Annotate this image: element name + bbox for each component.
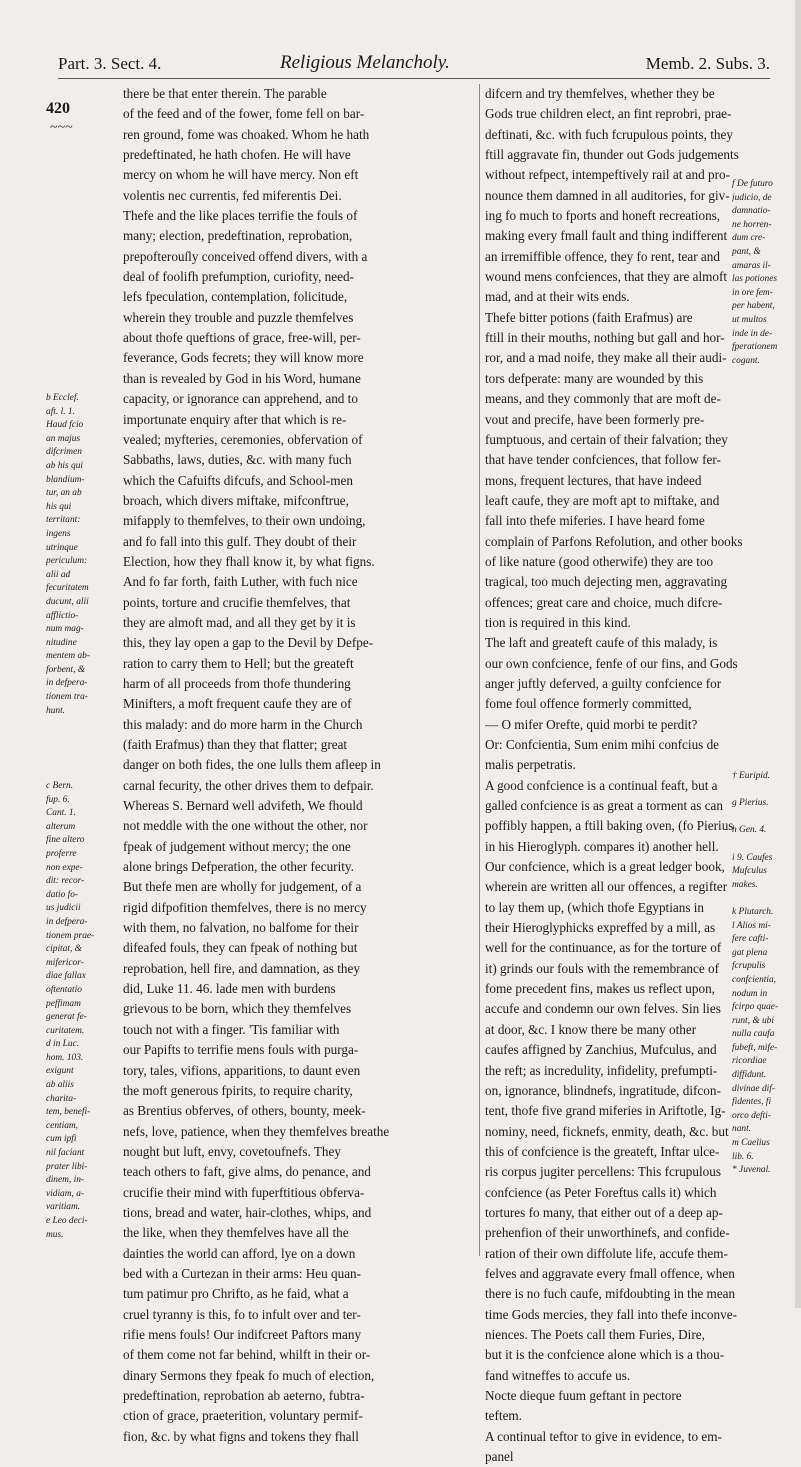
text-line: amaras il- — [732, 260, 771, 271]
text-line: exigunt — [46, 1066, 74, 1077]
text-line: dinary Sermons they fpeak fo much of election, — [123, 1367, 375, 1383]
text-line: mentem ab- — [46, 651, 90, 662]
text-line: nant. — [732, 1124, 752, 1135]
text-line: capacity, or ignorance can apprehend, and to — [123, 391, 358, 407]
text-line: difeafed fouls, they can fpeak of nothing but — [123, 940, 358, 956]
header-part-section: Part. 3. Sect. 4. — [58, 54, 162, 73]
text-line: did, Luke 11. 46. lade men with burdens — [123, 981, 336, 997]
text-line: cruel tyranny is this, fo to infult over and ter- — [123, 1306, 361, 1322]
text-line: with them, no falvation, no balfome for their — [123, 920, 359, 936]
text-line: e Leo deci- — [46, 1216, 88, 1226]
text-line — [732, 811, 778, 825]
left-margin-notes-1 — [46, 392, 90, 718]
ornament: ~~~ — [50, 120, 73, 135]
text-line: rigid difpofition themfelves, there is no mercy — [123, 899, 367, 915]
text-line: difcrimen — [46, 447, 82, 458]
text-line: poffibly happen, a ftill baking oven, (fo Pierius — [485, 818, 734, 834]
text-line: fine altero — [46, 835, 85, 846]
text-line: but it is the confcience alone which is a thou- — [485, 1347, 725, 1363]
text-line: grievous to be born, which they themfelves — [123, 1001, 352, 1017]
text-line: difcern and try themfelves, whether they be — [485, 86, 715, 101]
text-line: volentis nec currentis, fed miferentis Dei. — [123, 187, 342, 203]
text-line: proferre — [46, 848, 77, 859]
text-line: hom. 103. — [46, 1052, 84, 1063]
text-line: leaft caufe, they are moft apt to miftake, and — [485, 492, 720, 508]
text-line: lib. 6. — [732, 1151, 754, 1162]
text-line: reprobation, hell fire, and damnation, as they — [123, 960, 360, 976]
text-line: inde in de- — [732, 328, 773, 339]
text-line: at door, &c. I know there be many other — [485, 1021, 697, 1037]
text-line: touch not with a finger. 'Tis familiar with — [123, 1021, 340, 1037]
text-line: l Alios mi- — [732, 920, 771, 931]
text-line: anger juftly deferved, a guilty confcience for — [485, 675, 722, 691]
text-line: Thefe and the like places terrifie the fouls of — [123, 208, 358, 224]
right-margin-notes-2 — [732, 770, 778, 1178]
text-line: our Papifts to terrifie mens fouls with purga- — [123, 1042, 359, 1058]
text-line: predeftination, reprobation ab aeterno, fubtra- — [123, 1388, 365, 1403]
text-line: well for the continuance, as for the torture of — [485, 940, 722, 956]
text-line: dum cre- — [732, 233, 766, 244]
text-line: nefs, love, patience, when they themfelves breathe — [123, 1123, 390, 1139]
text-line: gat plena — [732, 947, 768, 958]
text-line: cipitat, & — [46, 944, 82, 955]
text-line: Or: Confcientia, Sum enim mihi confcius de — [485, 737, 720, 752]
text-line: fperationem — [732, 342, 778, 353]
text-line: ducunt, alii — [46, 596, 89, 607]
text-line: this of confcience is the greateft, Inftar ulce- — [485, 1143, 720, 1159]
text-line: felves and aggravate every fmall offence, when — [485, 1265, 735, 1281]
text-line: ren ground, fome was choaked. Whom he hath — [123, 126, 370, 142]
text-line: vout and precife, have been formerly pre- — [485, 411, 705, 427]
text-line: of like nature (good otherwife) they are too — [485, 553, 714, 569]
text-line: k Plutarch. — [732, 906, 774, 917]
page-number: 420 — [46, 100, 70, 117]
text-line: ror, and a mad noife, they make all their audi- — [485, 350, 727, 366]
text-line: A continual teftor to give in evidence, to em- — [485, 1428, 722, 1444]
text-line: f De futuro — [732, 179, 773, 189]
text-line: afflictio- — [46, 610, 79, 621]
text-line: num mag- — [46, 624, 84, 635]
text-line: tragical, too much dejecting men, aggravating — [485, 574, 728, 590]
text-line: teach others to faft, give alms, do penance, and — [123, 1164, 371, 1180]
text-line: mifapply to themfelves, to their own undoing, — [123, 513, 366, 529]
text-line: mercy on whom he will have mercy. Non eft — [123, 167, 359, 183]
text-line: nominy, need, ficknefs, enmity, death, &c. but — [485, 1123, 729, 1139]
text-line: vealed; myfteries, ceremonies, obfervation of — [123, 431, 363, 447]
text-line: which the Cafuifts difcufs, and School-men — [123, 472, 353, 488]
text-line: us judicii — [46, 903, 81, 914]
text-line: A good confcience is a continual feaft, but a — [485, 777, 718, 793]
text-line: hunt. — [46, 705, 66, 716]
text-line: the moft generous fpirits, to require charity, — [123, 1082, 353, 1098]
text-line: i 9. Caufes — [732, 852, 773, 863]
text-line: niences. The Poets call them Furies, Dire, — [485, 1326, 705, 1342]
text-line: his qui — [46, 501, 72, 512]
text-line: feverance, Gods fecrets; they will know more — [123, 350, 364, 366]
text-line: fup. 6. — [46, 794, 70, 805]
text-line: in his Hieroglyph. compares it) another hell. — [485, 838, 719, 854]
text-line: centiam, — [46, 1120, 79, 1131]
text-line: tum patimur pro Chrifto, as he faid, what a — [123, 1286, 349, 1302]
right-text-column — [485, 84, 747, 1467]
text-line: of the feed and of the fower, fome fell on bar- — [123, 106, 365, 122]
text-line: fcrupulis — [732, 961, 766, 972]
text-line: (faith Erafmus) than they that flatter; great — [123, 737, 348, 752]
text-line: there be that enter therein. The parable — [123, 86, 327, 101]
text-line: the reft; as incredulity, infidelity, prefumpti- — [485, 1062, 718, 1078]
text-line: ing fo much to fports and honeft recreations, — [485, 208, 721, 224]
text-line: teftem. — [485, 1408, 522, 1424]
text-line: ftill aggravate fin, thunder out Gods judgements — [485, 147, 739, 163]
text-line: harm of all proceeds from thofe thundering — [123, 675, 351, 691]
text-line: dit: recor- — [46, 876, 85, 887]
text-line: an irremiffible offence, they fo rent, tear and — [485, 248, 720, 264]
text-line — [732, 838, 778, 852]
running-header — [58, 46, 770, 76]
text-line: fand witneffes to accufe us. — [485, 1367, 631, 1383]
text-line: g Pierius. — [732, 798, 769, 809]
text-line: as Brentius obferves, of others, bounty, meek- — [123, 1103, 366, 1119]
text-line: offences; great care and choice, much difcre- — [485, 594, 723, 610]
text-line: fpeak of judgement without mercy; the one — [123, 838, 351, 854]
text-line: alii ad — [46, 569, 71, 580]
text-line: ration of their own diffolute life, accufe them- — [485, 1245, 728, 1261]
text-line: dainties the world can afford, lye on a down — [123, 1245, 356, 1261]
text-line: fion, &c. by what figns and tokens they fhall — [123, 1428, 359, 1444]
text-line: generat fe- — [46, 1012, 87, 1023]
text-line: points, torture and crucifie themfelves, that — [123, 594, 351, 610]
text-line: this, they lay open a gap to the Devil by Defpe- — [123, 635, 374, 651]
text-line: ab aliis — [46, 1080, 74, 1091]
text-line: wherein are written all our offences, a regifter — [485, 879, 728, 895]
text-line: means, and they commonly that are moft de- — [485, 391, 721, 407]
text-line: time Gods mercies, they fall into thefe inconve- — [485, 1306, 737, 1322]
text-line: they are almoft mad, and all they get by it is — [123, 614, 356, 630]
text-line: datio fo- — [46, 889, 79, 900]
text-line: diae fallax — [46, 971, 86, 982]
text-line: utrinque — [46, 542, 78, 553]
text-line: Mufculus — [732, 866, 767, 877]
text-line: non expe- — [46, 862, 83, 873]
text-line: Our confcience, which is a great ledger book, — [485, 859, 725, 875]
text-line: predeftinated, he hath chofen. He will have — [123, 147, 351, 163]
text-line: panel — [485, 1449, 514, 1465]
text-line: makes. — [732, 879, 758, 890]
text-line: d in Luc. — [46, 1039, 80, 1050]
text-line: ab his qui — [46, 460, 83, 471]
text-line: * Juvenal. — [732, 1165, 771, 1176]
text-line: orco defti- — [732, 1110, 771, 1121]
text-line: accufe and condemn our own felves. Sin lies — [485, 1001, 721, 1017]
text-line: fere cafti- — [732, 934, 769, 945]
text-line: an majus — [46, 433, 81, 444]
text-line: Whereas S. Bernard well advifeth, We fhould — [123, 798, 363, 814]
text-line: importunate enquiry after that which is re- — [123, 411, 347, 427]
text-line: Sabbaths, laws, duties, &c. with many fuch — [123, 452, 352, 468]
text-line: the like, when they themfelves have all the — [123, 1225, 349, 1241]
text-line: Cant. 1. — [46, 808, 76, 819]
text-line: their Hieroglyphicks expreffed by a mill, as — [485, 920, 716, 936]
text-line: tory, tales, vifions, apparitions, to daunt even — [123, 1062, 361, 1078]
text-line: fubeft, mife- — [732, 1042, 778, 1053]
text-line: ricordiae — [732, 1056, 767, 1067]
right-margin-notes-1 — [732, 178, 777, 368]
text-line: charita- — [46, 1093, 77, 1104]
text-line: vidiam, a- — [46, 1188, 85, 1199]
text-line: peffimam — [46, 998, 81, 1009]
text-line: lefs fpeculation, contemplation, folicitude, — [123, 289, 348, 305]
text-line: damnatio- — [732, 206, 771, 217]
text-line: — O mifer Orefte, quid morbi te perdit? — [485, 716, 698, 732]
text-line: in defpera- — [46, 916, 88, 927]
text-line: ingens — [46, 528, 71, 539]
text-line — [732, 892, 778, 906]
text-line: fall into thefe miferies. I have heard fome — [485, 513, 705, 529]
text-line: cum ipfi — [46, 1134, 77, 1145]
header-rule — [58, 78, 770, 79]
text-line: Haud fcio — [46, 420, 84, 431]
left-margin-notes-2 — [46, 780, 94, 1242]
text-line: mad, and at their wits ends. — [485, 289, 630, 305]
text-line: tent, thofe five grand miferies in Ariftotle, Ig- — [485, 1103, 726, 1119]
text-line: tion is required in this kind. — [485, 614, 631, 630]
text-line: rifie mens fouls! Our indifcreet Paftors many — [123, 1326, 362, 1342]
text-line: oftentatio — [46, 984, 82, 995]
text-line: deftinati, &c. with fuch fcrupulous points, they — [485, 126, 733, 142]
text-line: and fo fall into this gulf. They doubt of their — [123, 533, 357, 549]
text-line: fecuritatem — [46, 583, 89, 594]
text-line: m Caelius — [732, 1138, 770, 1149]
text-line: prepofterouſly conceived offend divers, with a — [123, 248, 368, 264]
text-line: las potiones — [732, 274, 778, 285]
text-line: many; election, predeftination, reprobation, — [123, 228, 353, 244]
text-line: And fo far forth, faith Luther, with fuch nice — [123, 574, 358, 590]
text-line: carnal fecurity, the other drives them to defpair. — [123, 777, 374, 793]
text-line: fome foul offence formerly committed, — [485, 696, 692, 712]
text-line: diffidunt. — [732, 1070, 767, 1081]
text-line: Gods true children elect, an fint reprobri, prae- — [485, 106, 732, 122]
text-line: divinae dif- — [732, 1083, 775, 1094]
text-line: it) grinds our fouls with the remembrance of — [485, 960, 720, 976]
text-line: tionem prae- — [46, 930, 95, 941]
text-line: of them come not far behind, whilft in their or- — [123, 1347, 371, 1363]
text-line: curitatem. — [46, 1025, 85, 1036]
text-line: on, ignorance, blindnefs, ingratitude, difcon- — [485, 1082, 721, 1098]
text-line: in ore fem- — [732, 287, 773, 298]
text-line: nounce them damned in all auditories, for giv- — [485, 187, 730, 203]
text-line: alterum — [46, 821, 76, 832]
text-line: cogant. — [732, 355, 760, 366]
text-line: fumptuous, and certain of their falvation; they — [485, 431, 728, 447]
text-line: this malady: and do more harm in the Church — [123, 716, 363, 732]
text-line: without refpect, intempeftively rail at and pro- — [485, 167, 730, 183]
text-line: prater libi- — [46, 1161, 88, 1172]
text-line: The laft and greateft caufe of this malady, is — [485, 635, 718, 651]
text-line: that have tender confciences, that follow fer- — [485, 452, 721, 468]
text-line: aft. l. 1. — [46, 406, 75, 417]
text-line: ne horren- — [732, 219, 772, 230]
text-line: tions, bread and water, hair-clothes, whips, and — [123, 1204, 372, 1220]
text-line: deal of foolifh prefumption, curiofity, need- — [123, 269, 354, 285]
text-line: Minifters, a moft frequent caufe they are of — [123, 696, 352, 712]
text-line: judicio, de — [732, 192, 772, 203]
text-line: danger on both fides, the one lulls them afleep in — [123, 757, 381, 773]
text-line: broach, which divers miftake, mifconftrue, — [123, 492, 349, 508]
text-line: tur, an ab — [46, 488, 82, 499]
text-line: about thofe queftions of grace, free-will, per- — [123, 330, 361, 346]
text-line: to lay them up, (which thofe Egyptians in — [485, 899, 705, 915]
text-line: tem, benefi- — [46, 1107, 91, 1118]
header-title: Religious Melancholy. — [280, 52, 450, 73]
text-line: not meddle with the one without the other, nor — [123, 818, 368, 834]
text-line: prehenfion of their unworthinefs, and confide- — [485, 1225, 730, 1241]
text-line: making every fmall fault and thing indifferent — [485, 228, 728, 244]
text-line: bed with a Curtezan in their arms: Heu quan- — [123, 1265, 362, 1281]
text-line: confcience (as Peter Foreftus calls it) which — [485, 1184, 717, 1200]
text-line: there is no fuch caufe, mifdoubting in the mean — [485, 1286, 736, 1302]
text-line: periculum: — [46, 556, 88, 567]
text-line: fidentes, fi — [732, 1097, 772, 1108]
text-line: in defpera- — [46, 678, 88, 689]
text-line: Thefe bitter potions (faith Erafmus) are — [485, 309, 693, 325]
text-line: pant, & — [732, 246, 761, 257]
text-line: But thefe men are wholly for judgement, of a — [123, 879, 362, 895]
header-member-subsection: Memb. 2. Subs. 3. — [645, 54, 770, 73]
text-line: dinem, in- — [46, 1175, 85, 1186]
text-line: tors defperate: many are wounded by this — [485, 370, 704, 386]
text-line: fome precedent fins, makes us reflect upon, — [485, 981, 715, 997]
text-line: ut multos — [732, 314, 767, 325]
text-line: mifericor- — [46, 957, 84, 968]
text-line: blandium- — [46, 474, 85, 485]
text-line: runt, & ubi — [732, 1015, 774, 1026]
text-line: mons, frequent lectures, that have indeed — [485, 472, 702, 488]
text-line: crucifie their mind with fuperftitious obferva- — [123, 1184, 365, 1200]
text-line: ris corpus jugiter percellens: This fcrupulous — [485, 1164, 721, 1180]
text-line: ration to carry them to Hell; but the greateft — [123, 655, 354, 671]
text-line: nil faciant — [46, 1148, 85, 1159]
text-line: complain of Parfons Refolution, and other books — [485, 533, 743, 549]
text-line: h Gen. 4. — [732, 825, 767, 836]
text-line: Election, how they fhall know it, by what figns. — [123, 553, 375, 569]
text-line: galled confcience is as great a torment as can — [485, 798, 723, 814]
text-line: c Bern. — [46, 781, 74, 791]
text-line: malis perpetratis. — [485, 757, 576, 773]
text-line — [732, 784, 778, 798]
text-line: confcientia, — [732, 974, 776, 985]
column-divider — [479, 84, 480, 1256]
text-line: our own confcience, fenfe of our fins, and Gods — [485, 655, 738, 671]
text-line: † Euripid. — [732, 771, 771, 781]
page-edge — [795, 0, 801, 1308]
text-line: mus. — [46, 1229, 64, 1240]
text-line: nodum in — [732, 988, 768, 999]
text-line: fcirpo quae- — [732, 1002, 779, 1013]
text-line: b Ecclef. — [46, 393, 79, 403]
text-line: caufes affigned by Zanchius, Mufculus, and — [485, 1042, 717, 1058]
text-line: alone brings Defperation, the other fecurity. — [123, 859, 354, 875]
text-line: varitiam. — [46, 1202, 81, 1213]
left-text-column — [123, 84, 478, 1447]
text-line: than is revealed by God in his Word, humane — [123, 370, 361, 386]
text-line: tortures fo many, that either out of a deep ap- — [485, 1204, 723, 1220]
text-line: wound mens confciences, that they are almoft — [485, 269, 728, 285]
text-line: forbent, & — [46, 664, 86, 675]
text-line: nitudine — [46, 637, 77, 648]
text-line: Nocte dieque fuum geftant in pectore — [485, 1388, 682, 1403]
text-line: per habent, — [732, 301, 775, 312]
text-line: wherein they trouble and puzzle themfelves — [123, 309, 354, 325]
text-line: nought but luft, envy, covetoufnefs. They — [123, 1143, 341, 1159]
text-line: territant: — [46, 515, 81, 526]
text-line: nulla caufa — [732, 1029, 775, 1040]
text-line: ction of grace, praeterition, voluntary permif- — [123, 1408, 363, 1424]
text-line: tionem tra- — [46, 692, 88, 703]
text-line: ftill in their mouths, nothing but gall and hor- — [485, 330, 725, 346]
